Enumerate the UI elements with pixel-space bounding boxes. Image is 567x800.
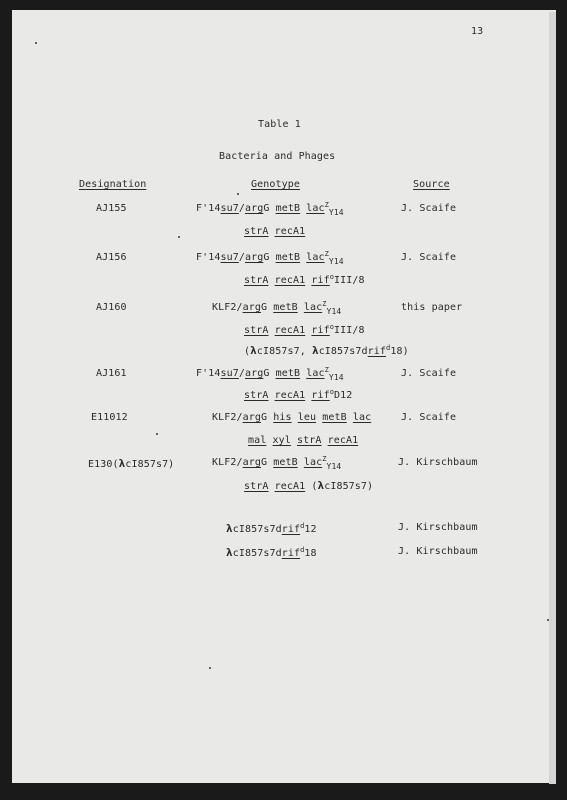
table-subtitle: Bacteria and Phages [219,151,336,162]
designation-aj156: AJ156 [96,252,127,263]
designation-e130: E130(λcI857s7) [88,457,175,470]
speck [209,667,211,669]
genotype-aj156-line1: F'14su7/argG metB lac$^Z_{Y14}$ [196,250,344,266]
table-title: Table 1 [258,119,301,130]
header-designation: Designation [79,179,147,190]
designation-aj155: AJ155 [96,203,127,214]
page-number: 13 [471,26,484,37]
speck [237,193,239,195]
genotype-aj160-line2: strA recA1 rif$^o$III/8 [244,323,365,336]
genotype-e11012-line1: KLF2/argG his leu metB lac [212,412,372,423]
designation-e11012: E11012 [91,412,128,423]
speck [35,42,37,44]
source-e130: J. Kirschbaum [398,457,478,468]
phage-drifd12: λcI857s7drif$^d$12 [226,522,317,535]
genotype-e130-line1: KLF2/argG metB lac$^Z_{Y14}$ [212,455,342,471]
header-source: Source [413,179,450,190]
source-aj155: J. Scaife [401,203,457,214]
genotype-aj155-line1: F'14su7/argG metB lac$^Z_{Y14}$ [196,201,344,217]
designation-aj161: AJ161 [96,368,127,379]
header-genotype: Genotype [251,179,300,190]
source-phage18: J. Kirschbaum [398,546,478,557]
page-edge [549,12,556,784]
genotype-aj161-line1: F'14su7/argG metB lac$^Z_{Y14}$ [196,366,344,382]
genotype-aj160-line3: (λcI857s7, λcI857s7drif$^d$18) [244,344,409,357]
genotype-e11012-line2: mal xyl strA recA1 [248,435,359,446]
genotype-aj156-line2: strA recA1 rif$^o$III/8 [244,273,365,286]
source-aj156: J. Scaife [401,252,457,263]
speck [156,433,158,435]
genotype-aj160-line1: KLF2/argG metB lac$^Z_{Y14}$ [212,300,342,316]
genotype-aj161-line2: strA recA1 rif$^o$D12 [244,388,353,401]
genotype-aj155-line2: strA recA1 [244,226,306,237]
genotype-e130-line2: strA recA1 (λcI857s7) [244,479,374,492]
source-phage12: J. Kirschbaum [398,522,478,533]
source-e11012: J. Scaife [401,412,457,423]
phage-drifd18: λcI857s7drif$^d$18 [226,546,317,559]
speck [547,619,549,621]
source-aj160: this paper [401,302,463,313]
designation-aj160: AJ160 [96,302,127,313]
speck [178,236,180,238]
source-aj161: J. Scaife [401,368,457,379]
